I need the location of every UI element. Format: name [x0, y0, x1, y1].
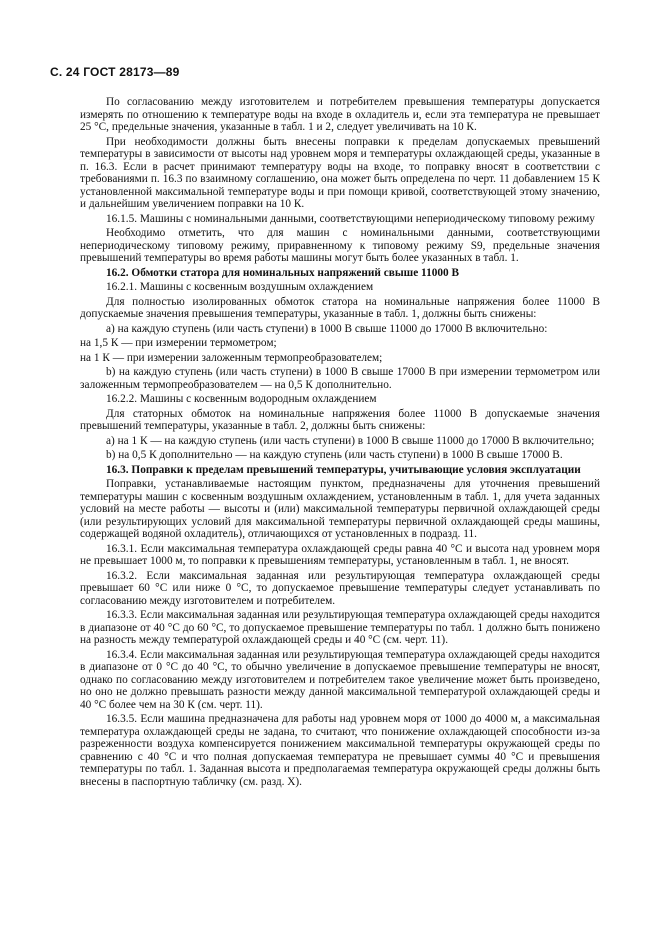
document-body — [80, 96, 600, 790]
list-item: на 1,5 К — при измерении термометром; — [80, 337, 277, 349]
paragraph: 16.3.3. Если максимальная заданная или результирующая температура охлаждающей среды находится в диапазоне от 40 °С до 60 °С, то допускаемое превышение температуры по табл. 1 должно быть понижено на разность между температурой охлаждающей среды и 40 °С (см. черт. 11). — [80, 609, 600, 646]
paragraph: При необходимости должны быть внесены поправки к пределам допускаемых превышений температуры в зависимости от высоты над уровнем моря и температуры охлаждающей среды, указанные в п. 16.3. Если в расчет принимают температуру воды на входе, то поправку вносят в соответствии с требованиями п. 16.3 по взаимному соглашению, она может быть определена по черт. 11 добавлением 15 К установленной максимальной температуре воды и при помощи кривой, соответствующей этому значению, и дальнейшим увеличением поправки на 10 К. — [80, 135, 600, 210]
paragraph: 16.3.1. Если максимальная температура охлаждающей среды равна 40 °С и высота над уровнем моря не превышает 1000 м, то поправки к превышениям температуры, установленным в табл. 1, не вносят. — [80, 542, 600, 567]
paragraph: 16.1.5. Машины с номинальными данными, соответствующими непериодическому типовому режиму — [106, 212, 595, 225]
page-header: С. 24 ГОСТ 28173—89 — [50, 65, 180, 79]
paragraph: 16.2.2. Машины с косвенным водородным охлаждением — [106, 393, 377, 405]
paragraph: Необходимо отметить, что для машин с номинальными данными, соответствующими непериодическому типовому режиму, приравненному к типовому режиму S9, предельные значения превышений температуры во время работы машины могут быть более указанных в табл. 1. — [80, 227, 600, 264]
paragraph: По согласованию между изготовителем и потребителем превышения температуры допускается измерять по отношению к температуре воды на входе в охладитель и, если эта температура не превышает 25 °С, предельные значения, указанные в табл. 1 и 2, следует увеличивать на 10 К. — [80, 96, 600, 133]
paragraph: 16.3.5. Если машина предназначена для работы над уровнем моря от 1000 до 4000 м, а максимальная температура охлаждающей среды не задана, то считают, что понижение охлаждающей способности из-за разреженности воздуха компенсируется понижением максимальной температуры окружающей среды по сравнению с 40 °С и что полная допускаемая температура не превышает суммы 40 °С и превышения температуры по табл. 1. Заданная высота и предполагаемая температура окружающей среды должны быть внесены в паспортную табличку (см. разд. Х). — [80, 713, 600, 788]
list-item: а) на каждую ступень (или часть ступени) в 1000 В свыше 11000 до 17000 В включительно: — [106, 322, 548, 335]
section-heading: 16.2. Обмотки статора для номинальных напряжений свыше 11000 В — [106, 266, 460, 279]
list-item: а) на 1 К — на каждую ступень (или часть ступени) в 1000 В свыше 11000 до 17000 В включительно; — [106, 434, 595, 447]
paragraph: Для статорных обмоток на номинальные напряжения более 11000 В допускаемые значения превышений температуры, указанные в табл. 2, должны быть снижены: — [80, 407, 600, 432]
paragraph: 16.2.1. Машины с косвенным воздушным охлаждением — [106, 281, 374, 293]
section-heading: 16.3. Поправки к пределам превышений температуры, учитывающие условия эксплуатации — [106, 463, 581, 476]
paragraph: Поправки, устанавливаемые настоящим пунктом, предназначены для уточнения превышений температуры машин с косвенным воздушным охлаждением, установленным в табл. 1, для учета заданных условий на месте работы — высоты и (или) максимальной температуры первичной охлаждающей среды (или результирующих условий для максимальной температуры первичной охлаждающей среды машины, содержащей водяной охладитель), отличающихся от установленных в подразд. 11. — [80, 478, 600, 540]
list-item: на 1 К — при измерении заложенным термопреобразователем; — [80, 351, 383, 364]
list-item: b) на каждую ступень (или часть ступени) в 1000 В свыше 17000 В при измерении термометром или заложенным термопреобразователем — на 0,5 К дополнительно. — [80, 366, 600, 391]
list-item: b) на 0,5 К дополнительно — на каждую ступень (или часть ступени) в 1000 В свыше 17000 В. — [106, 449, 563, 461]
paragraph: 16.3.4. Если максимальная заданная или результирующая температура охлаждающей среды находится в диапазоне от 0 °С до 40 °С, то обычно увеличение в допускаемое превышение температуры не вносят, однако по согласованию между изготовителем и потребителем такое увеличение может быть произведено, но оно не должно превышать разности между данной максимальной температурой охлаждающей среды и 40 °С более чем на 30 К (см. черт. 11). — [80, 648, 600, 711]
paragraph: Для полностью изолированных обмоток статора на номинальные напряжения более 11000 В допускаемые значения превышения температуры, указанные в табл. 1, должны быть снижены: — [80, 295, 600, 320]
paragraph: 16.3.2. Если максимальная заданная или результирующая температура охлаждающей среды превышает 60 °С или ниже 0 °С, то допускаемое превышение температуры следует устанавливать по согласованию между изготовителем и потребителем. — [80, 569, 600, 607]
